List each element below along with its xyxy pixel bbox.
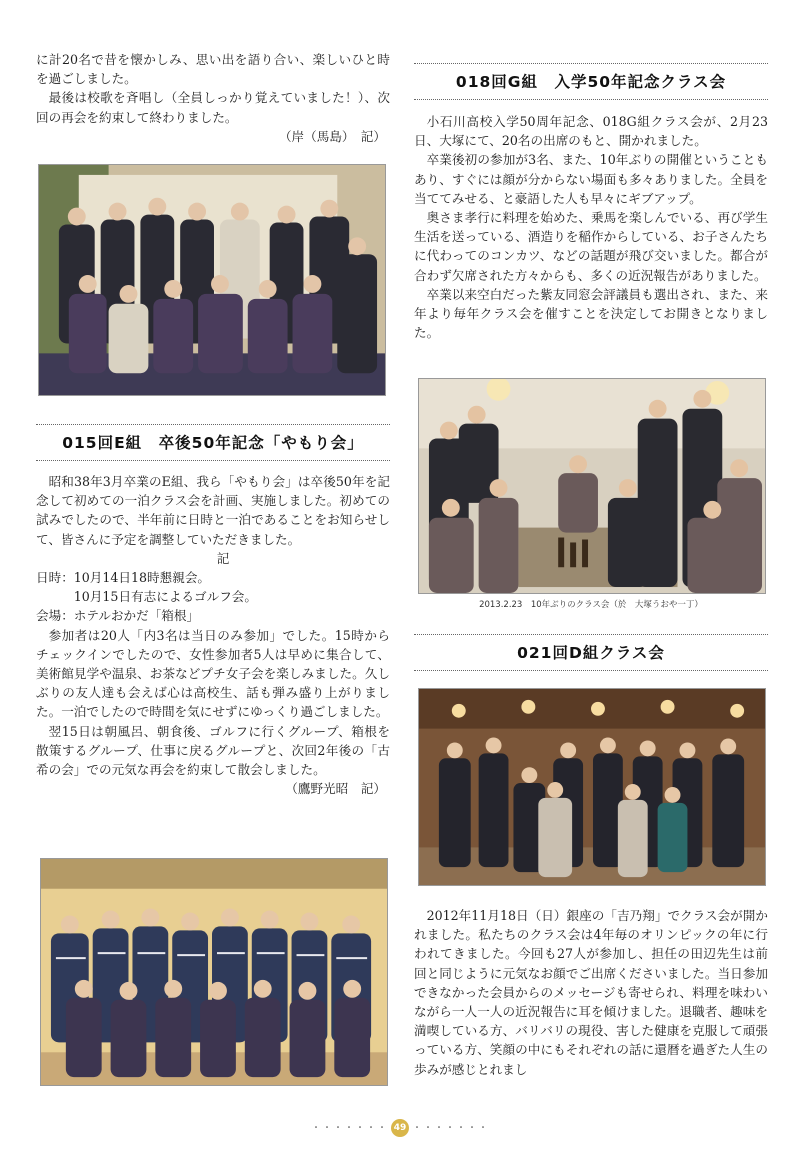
section-e-ki: 記 [216, 550, 230, 566]
group-photo-3 [418, 378, 766, 594]
page-number-footer [0, 1119, 800, 1137]
section-e-schedule-line1: 日時：10月14日18時懇親会。 [36, 570, 211, 586]
section-e-bottom-rule [36, 460, 390, 461]
section-d-header [414, 634, 768, 671]
section-d-body [414, 906, 768, 1079]
group-photo-1-image [39, 165, 385, 395]
section-e-paragraph2: 参加者は20人「内3名は当日のみ参加」でした。15時からチェックインでしたので、女性参加者5人は早めに集合して、美術館見学や温泉、お茶などプチ女子会を楽しみました。久しぶりの友人達も会えば心は高校生、話も弾み盛り上がりました。一泊でしたので時間を気にせずにゆっくり過ごしました。 [36, 627, 390, 720]
section-g-paragraph3: 奥さま孝行に料理を始めた、乗馬を楽しんでいる、再び学生生活を送っている、酒造りを稲作からしている、お子さんたちに代わってのコンカツ、などの話題が飛び交いました。都合が合わず欠席された方々からも、多くの近況報告がありました。 [414, 210, 768, 283]
section-g-paragraph1: 小石川高校入学50周年記念、018G組クラス会が、2月23日、大塚にて、20名の出席のもと、開かれました。 [414, 114, 768, 149]
group-photo-4 [418, 688, 766, 886]
group-photo-1 [38, 164, 386, 396]
section-e-body [36, 472, 390, 798]
section-g-bottom-rule [414, 99, 768, 100]
page-number: 49 [391, 1119, 409, 1137]
closing-paragraph: 最後は校歌を斉唱し（全員しっかり覚えていました！）、次回の再会を約束して終わりました。 [36, 90, 390, 125]
footer-dots-left: ・・・・・・・ [311, 1123, 388, 1134]
section-g-heading: 018回G組 入学50年記念クラス会 [455, 73, 727, 91]
section-e-heading: 015回E組 卒後50年記念「やもり会」 [62, 434, 364, 452]
section-g-photo-caption: 2013.2.23 10年ぶりのクラス会（於 大塚うおや一丁） [479, 600, 703, 610]
section-e-paragraph3: 翌15日は朝風呂、朝食後、ゴルフに行くグループ、箱根を散策するグループ、仕事に戻るグループと、次回2年後の「古希の会」での元気な再会を約束して散会しました。 [36, 723, 390, 778]
section-g-paragraph2: 卒業後初の参加が3名、また、10年ぶりの開催ということもあり、すぐには顔が分からない場面も多々ありました。全員を当ててみせる、と豪語した人も早々にギブアップ。 [414, 152, 768, 206]
section-d-bottom-rule [414, 670, 768, 671]
section-d-paragraph1: 2012年11月18日（日）銀座の「吉乃翔」でクラス会が開かれました。私たちのクラス会は4年毎のオリンピックの年に行われてきました。今回も27人が参加し、担任の田辺先生は前回と同じように元気なお顔でご出席くださいました。当日参加できなかった会員からのメッセージも寄せられ、料理を味わいながら一人一人の近況報告に耳を傾けました。退職者、趣味を満喫している方、バリバリの現役、害した健康を克服して頑張っている方、笑顔の中にもそれぞれの話に還暦を過ぎた人生の歩みが感じとれまし [414, 908, 768, 1077]
section-e-paragraph1: 昭和38年3月卒業のE組、我ら「やもり会」は卒後50年を記念して初めての一泊クラス会を計画、実施しました。初めての試みでしたので、半年前に日時と一泊であることをお知らせして、皆さんに予定を調整していただきました。 [36, 474, 390, 547]
intro-paragraph: に計20名で昔を懐かしみ、思い出を語り合い、楽しいひと時を過ごしました。 [36, 52, 390, 87]
group-photo-4-image [419, 689, 765, 885]
intro-signature: （岸（馬島） 記） [278, 128, 386, 144]
section-g-paragraph4: 卒業以来空白だった紫友同窓会評議員も選出され、また、来年より毎年クラス会を催すことを決定してお開きとなりました。 [414, 286, 768, 341]
group-photo-2 [40, 858, 388, 1086]
section-e-schedule-line2: 10月15日有志によるゴルフ会。 [73, 589, 257, 605]
section-d-heading: 021回D組クラス会 [517, 644, 665, 662]
section-g-header [414, 63, 768, 100]
section-g-body [414, 112, 768, 342]
footer-dots-right: ・・・・・・・ [412, 1123, 489, 1134]
group-photo-3-image [419, 379, 765, 593]
group-photo-2-image [41, 859, 387, 1085]
section-e-signature: （鷹野光昭 記） [285, 781, 386, 797]
intro-continuation [36, 50, 390, 146]
section-e-header [36, 424, 390, 461]
section-e-venue-line: 会場：ホテルおかだ「箱根」 [36, 608, 200, 624]
